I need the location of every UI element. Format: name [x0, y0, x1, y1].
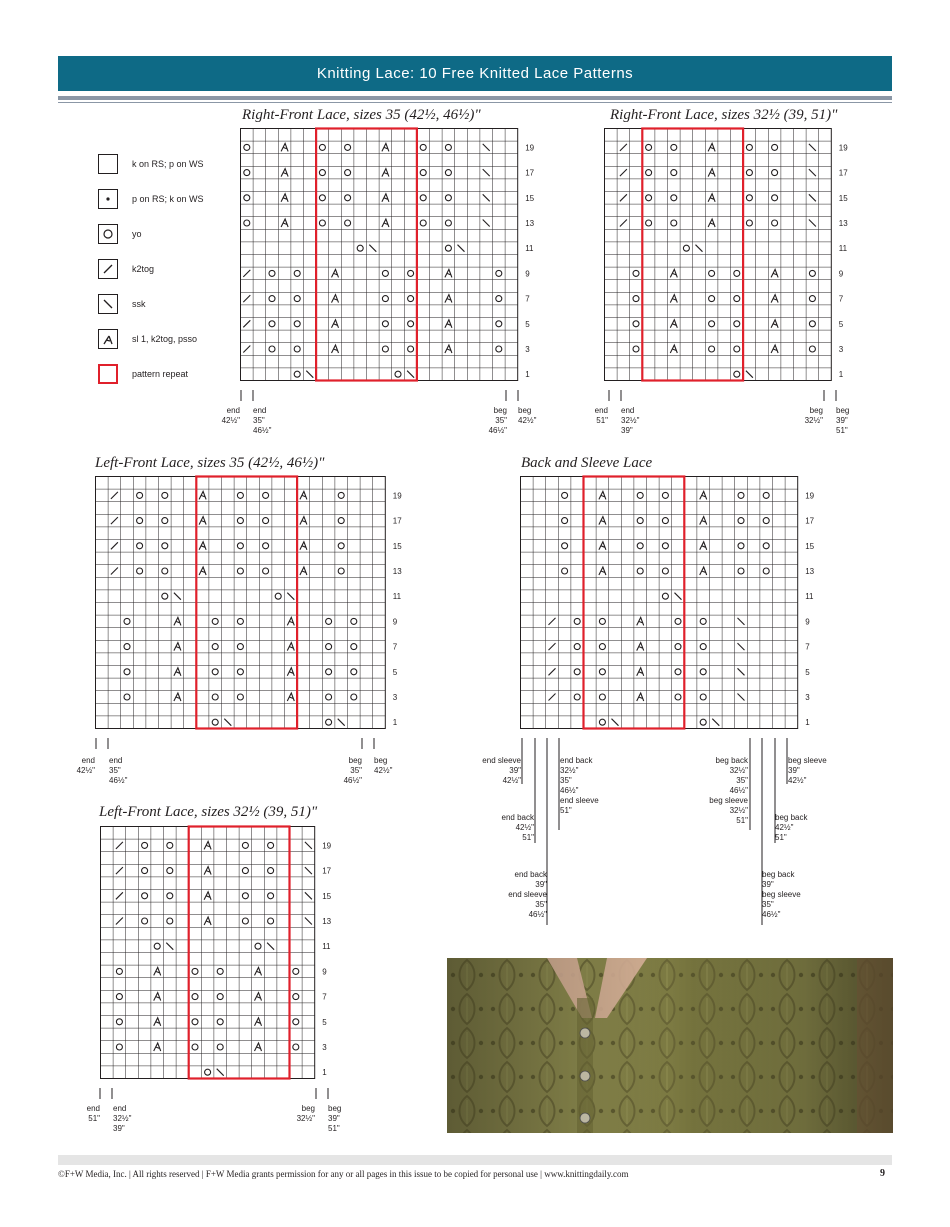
- marker-label: end sleeve 39" 42½": [482, 756, 521, 785]
- legend-label: p on RS; k on WS: [132, 194, 204, 204]
- row-number: 15: [392, 541, 402, 551]
- row-number: 5: [805, 667, 810, 677]
- row-number: 1: [838, 370, 844, 380]
- row-number: 3: [805, 693, 810, 702]
- chart-title-right-front-32: Right-Front Lace, sizes 32½ (39, 51)": [610, 107, 838, 123]
- marker-label: beg sleeve 39" 42½": [788, 756, 827, 785]
- row-number: 15: [805, 541, 815, 551]
- marker-label: beg back 32½" 35" 46½" beg sleeve 32½" 51": [709, 756, 748, 825]
- row-number: 3: [322, 1043, 327, 1052]
- row-number: 13: [838, 219, 848, 228]
- row-number: 3: [392, 693, 398, 702]
- row-number: 19: [525, 143, 535, 153]
- marker-label: end 32½" 39": [621, 406, 640, 435]
- row-number: 19: [805, 491, 815, 501]
- marker-label: end 32½" 39": [113, 1104, 132, 1133]
- marker-label: end 51": [594, 406, 608, 425]
- row-number: 1: [525, 370, 530, 380]
- row-number: 19: [838, 143, 848, 153]
- row-number: 5: [322, 1017, 327, 1027]
- legend-label: pattern repeat: [132, 369, 189, 379]
- row-number: 11: [525, 244, 534, 254]
- row-number: 11: [838, 244, 848, 254]
- legend-label: yo: [132, 229, 142, 239]
- row-number: 1: [322, 1068, 327, 1078]
- row-number: 7: [392, 642, 398, 652]
- row-number: 13: [525, 219, 535, 228]
- footer-bar: [58, 1155, 892, 1165]
- row-number: 11: [392, 592, 402, 602]
- marker-label: end back 32½" 35" 46½" end sleeve 51": [560, 756, 599, 815]
- row-number: 15: [525, 193, 535, 203]
- row-number: 19: [322, 841, 332, 851]
- row-number: 9: [322, 967, 327, 977]
- row-number: 5: [525, 319, 530, 329]
- row-number: 15: [838, 193, 848, 203]
- row-number: 13: [322, 917, 332, 926]
- legend-label: k on RS; p on WS: [132, 159, 204, 169]
- lace-cardigan-image: [447, 958, 893, 1133]
- marker-label: beg 32½": [296, 1104, 315, 1123]
- marker-label: end 35" 46½": [109, 756, 128, 785]
- marker-label: end 42½": [221, 406, 240, 425]
- chart-title-left-front-35: Left-Front Lace, sizes 35 (42½, 46½)": [95, 455, 325, 471]
- row-number: 19: [392, 491, 402, 501]
- marker-label: beg 39" 51": [328, 1104, 342, 1133]
- chart-title-right-front-35: Right-Front Lace, sizes 35 (42½, 46½)": [242, 107, 481, 123]
- legend-label: sl 1, k2tog, psso: [132, 334, 198, 344]
- marker-label: beg 35" 46½": [488, 406, 507, 435]
- row-number: 11: [805, 592, 814, 602]
- row-number: 3: [525, 345, 530, 354]
- row-number: 13: [392, 567, 402, 576]
- row-number: 15: [322, 891, 332, 901]
- marker-label: end 35" 46½": [253, 406, 272, 435]
- row-number: 17: [392, 516, 402, 526]
- marker-label: end 51": [86, 1104, 100, 1123]
- row-number: 9: [392, 617, 398, 627]
- marker-label: beg 32½": [804, 406, 823, 425]
- legend-label: ssk: [132, 299, 146, 309]
- chart-title-left-front-32: Left-Front Lace, sizes 32½ (39, 51)": [99, 804, 318, 820]
- row-number: 5: [838, 319, 844, 329]
- marker-label: beg back 39" beg sleeve 35" 46½": [762, 870, 801, 919]
- marker-label: beg back 42½" 51": [775, 813, 808, 842]
- row-number: 17: [322, 866, 332, 876]
- marker-label: end back 42½" 51": [501, 813, 534, 842]
- row-number: 9: [838, 269, 844, 279]
- chart-title-back-sleeve: Back and Sleeve Lace: [521, 455, 653, 471]
- row-number: 11: [322, 942, 331, 952]
- row-number: 17: [525, 168, 535, 178]
- marker-label: end 42½": [76, 756, 95, 775]
- row-number: 7: [525, 294, 530, 304]
- page-number: 9: [880, 1168, 885, 1179]
- row-number: 5: [392, 667, 398, 677]
- row-number: 1: [805, 718, 810, 728]
- row-number: 7: [805, 642, 810, 652]
- row-number: 7: [838, 294, 844, 304]
- row-number: 7: [322, 992, 327, 1002]
- legend-label: k2tog: [132, 264, 155, 274]
- marker-label: beg 42½": [518, 406, 537, 425]
- footer-copyright: ©F+W Media, Inc. | All rights reserved | F+W Media grants permission for any or all pages in this issue to be copied for personal use | www.knittingdaily.com: [58, 1169, 629, 1179]
- row-number: 17: [838, 168, 848, 178]
- row-number: 13: [805, 567, 815, 576]
- marker-label: end back 39" end sleeve 35" 46½": [508, 870, 547, 919]
- row-number: 17: [805, 516, 815, 526]
- marker-label: beg 35" 46½": [343, 756, 362, 785]
- marker-label: beg 39" 51": [836, 406, 850, 435]
- row-number: 9: [525, 269, 530, 279]
- header-title: Knitting Lace: 10 Free Knitted Lace Patterns: [316, 65, 634, 82]
- marker-label: beg 42½": [374, 756, 393, 775]
- row-number: 1: [392, 718, 398, 728]
- row-number: 3: [838, 345, 844, 354]
- sweater-photo: [447, 958, 893, 1133]
- row-number: 9: [805, 617, 810, 627]
